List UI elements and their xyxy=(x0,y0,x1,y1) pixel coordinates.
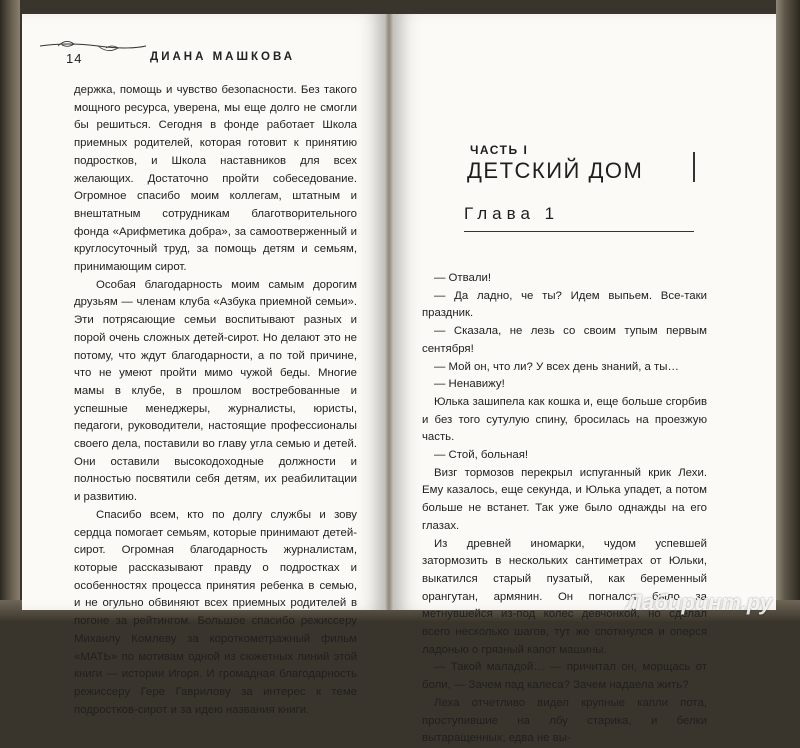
paragraph: Визг тормозов перекрыл испуганный крик Лехи. Ему казалось, еще секунда, и Юлька упадет, а потом больше не встанет. Так уже было однажды на его глазах. xyxy=(422,466,707,532)
chapter-divider xyxy=(464,231,694,232)
paragraph: Юлька зашипела как кошка и, еще больше сгорбив и без того сутулую спину, бросилась на проезжую часть. xyxy=(422,395,707,444)
book-edge-left xyxy=(0,0,20,622)
paragraph: Спасибо всем, кто по долгу службы и зову сердца помогает семьям, которые принимают детей-сирот. Огромная благодарность журналистам, которые рассказывают правду о подростках и особенностях процесса принятия ребенка в семью, и не огульно обвиняют всех приемных родителей в погоне за рейтингом. Большое спасибо режиссеру Михаилу Комлеву за короткометражный фильм «МАТЬ» по мотивам одной из сюжетных линий этой книги — истории Игоря. И громадная благодарность режиссеру Гере Гаврилову за интерес к теме подростков-сирот и за идею названия книги. xyxy=(74,508,357,716)
part-divider xyxy=(693,152,695,182)
paragraph: Особая благодарность моим самым дорогим друзьям — членам клуба «Азбука приемной семьи». Эти потрясающие семьи воспитывают разных и порой очень сложных детей-сирот. Но делают это не потому, что ждут благодарности, а по той причине, что не умеют пройти мимо чужой беды. Многие мамы в клубе, в прошлом востребованные и успешные менеджеры, журналисты, юристы, педагоги, руководители, настоящие профессионалы своего дела, поставили во главу угла семью и детей. Они оставили высокодоходные должности и полностью посвятили себя детям, их реабилитации и развитию. xyxy=(74,278,357,504)
paragraph: держка, помощь и чувство безопасности. Без такого мощного ресурса, уверена, мы еще долго не смогли бы решиться. Сегодня в фонде работает Школа приемных родителей, которая готовит к принятию подростков, и Школа наставников для всех желающих. Достаточно пройти собеседование. Огромное спасибо моим коллегам, штатным и внештатным сотрудникам благотворительного фонда «Арифметика добра», за самоотверженный и круглосуточный труд, за помощь детям и семьям, принимающим сирот. xyxy=(74,84,357,274)
paragraph: — Такой маладой… — причитал он, морщась от боли, — Зачем пад калеса? Зачем надаела жить? xyxy=(422,661,707,692)
right-page-body xyxy=(422,270,707,748)
part-label: ЧАСТЬ I xyxy=(470,143,529,157)
ornament-flourish-icon xyxy=(38,36,148,58)
chapter-label: Глава 1 xyxy=(464,204,560,223)
book-gutter xyxy=(384,14,394,610)
watermark-logo: Лабиринт.ру xyxy=(626,590,772,615)
paragraph: — Отвали! xyxy=(434,272,492,284)
paragraph: — Да ладно, че ты? Идем выпьем. Все-таки праздник. xyxy=(422,289,707,320)
left-page-body xyxy=(74,82,357,719)
part-title: ДЕТСКИЙ ДОМ xyxy=(467,158,644,183)
paragraph: — Ненавижу! xyxy=(434,378,505,391)
paragraph: — Стой, больная! xyxy=(434,449,529,462)
page-number: 14 xyxy=(66,51,83,66)
paragraph: Леха отчетливо видел крупные капли пота, проступившие на лбу старика, и белки вытаращенных, едва не вы- xyxy=(422,696,707,745)
paragraph: — Мой он, что ли? У всех день знаний, а ты… xyxy=(434,360,679,373)
author-running-head: ДИАНА МАШКОВА xyxy=(150,51,296,63)
book-edge-right xyxy=(776,0,800,622)
paragraph: — Сказала, не лезь со своим тупым первым сентября! xyxy=(422,325,707,355)
paragraph: Из древней иномарки, чудом успевшей затормозить в нескольких сантиметрах от Юльки, выкатился старый пузатый, как беременный орангутан, армянин. Он погнался было за метнувшейся из-под колес девчонкой, но сделал всего несколько шагов, тут же споткнулся и оперся ладонью о грязный капот машины. xyxy=(422,537,707,656)
running-head xyxy=(38,36,358,66)
